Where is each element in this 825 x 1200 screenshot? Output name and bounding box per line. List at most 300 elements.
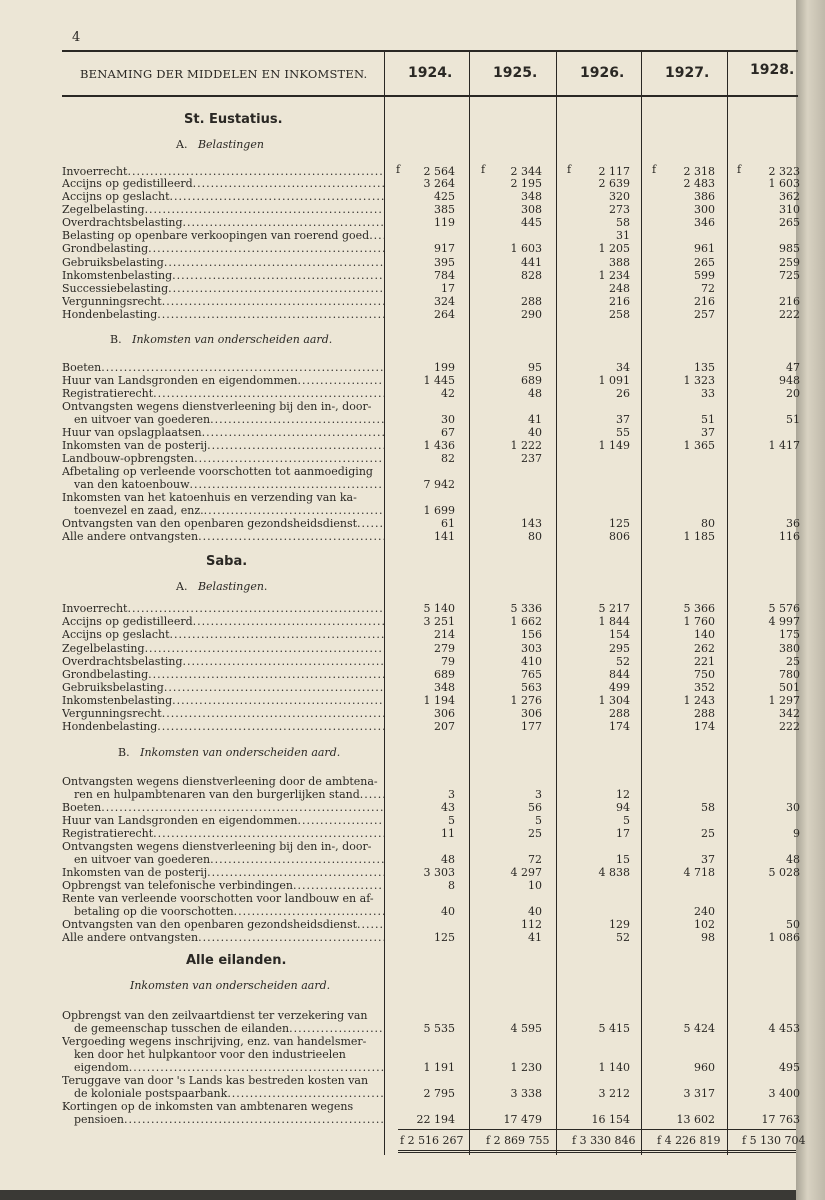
leader-dots [164,681,384,694]
row-label-text: Invoerrecht [62,165,128,178]
row-label [62,308,384,321]
cell-value: 1 365 [683,439,715,452]
row-label-text: Accijns op gedistilleerd [62,615,193,628]
cell-value: 1 445 [423,374,455,387]
year-header-1927: 1927. [665,65,710,81]
cell-value: 125 [434,931,455,944]
row-label-text: Accijns op gedistilleerd [62,177,193,190]
leader-dots [210,853,384,866]
currency-symbol: f [396,163,401,176]
leader-dots [101,801,384,814]
cell-value: 288 [521,295,542,308]
cell-value: 1 304 [598,694,630,707]
row-label-text: Afbetaling op verleende voorschotten tot aanmoediging [62,465,373,478]
cell-value: 237 [521,452,542,465]
cell-value: 52 [616,931,630,944]
row-label-text: Landbouw-opbrengsten [62,452,195,465]
cell-value: 58 [701,801,715,814]
row-label [62,879,384,892]
cell-value: 279 [434,642,455,655]
table-row [62,413,384,426]
table-row [62,1009,384,1022]
cell-value: 780 [779,668,800,681]
row-label [62,1074,384,1087]
cell-value: 17 [441,282,455,295]
cell-value: 3 303 [423,866,455,879]
cell-value: 216 [779,295,800,308]
leader-dots [162,295,384,308]
cell-value: 410 [521,655,542,668]
row-label-text: Grondbelasting [62,242,149,255]
subsection-letter: B. [118,746,130,759]
row-label-text: Ontvangsten wegens dienstverleening bij den in-, door- [62,840,372,853]
cell-value: 342 [779,707,800,720]
table-row [62,530,384,543]
table-row [62,1022,384,1035]
cell-value: 156 [521,628,542,641]
cell-value: 58 [616,216,630,229]
total-1927: f 4 226 819 [657,1134,721,1147]
row-label [62,615,384,628]
row-label-text: en uitvoer van goederen [74,413,211,426]
cell-value: 917 [434,242,455,255]
cell-value: 98 [701,931,715,944]
cell-value: 72 [701,282,715,295]
cell-value: 295 [609,642,630,655]
cell-value: 1 185 [683,530,715,543]
subsection-title: Belastingen [197,138,264,151]
row-label [62,668,384,681]
leader-dots [170,190,384,203]
cell-value: 174 [609,720,630,733]
cell-value: 501 [779,681,800,694]
row-label-text: Inkomstenbelasting [62,694,173,707]
row-label-text: Accijns op geslacht [62,628,170,641]
row-label-text: pensioen [74,1113,125,1126]
cell-value: 265 [779,216,800,229]
table-row [62,452,384,465]
cell-value: 119 [434,216,455,229]
cell-value: 288 [609,707,630,720]
row-label [62,801,384,814]
row-label-text: Ontvangsten wegens dienstverleening bij den in-, door- [62,400,372,413]
row-label-text: van den katoenbouw [74,478,190,491]
cell-value: 1 699 [423,504,455,517]
cell-value: 806 [609,530,630,543]
row-label [62,491,384,504]
cell-value: 1 234 [598,269,630,282]
subsection-letter: B. [110,333,122,346]
cell-value: 1 230 [510,1061,542,1074]
cell-value: 4 997 [768,615,800,628]
row-label [62,1061,384,1074]
leader-dots [210,413,384,426]
cell-value: 140 [694,628,715,641]
table-row [62,256,384,269]
cell-value: 257 [694,308,715,321]
row-label-text: Huur van opslagplaatsen [62,426,202,439]
cell-value: 388 [609,256,630,269]
leader-dots [207,866,384,879]
row-label [62,1048,384,1061]
row-label [62,413,384,426]
leader-dots [168,282,384,295]
cell-value: 48 [528,387,542,400]
cell-value: 425 [434,190,455,203]
table-row [62,892,384,905]
cell-value: 290 [521,308,542,321]
cell-value: 11 [441,827,455,840]
row-label [62,840,384,853]
table-row [62,400,384,413]
cell-value: 41 [528,413,542,426]
cell-value: 385 [434,203,455,216]
column-rule [641,50,642,1155]
cell-value: 5 [448,814,455,827]
cell-value: 82 [441,452,455,465]
cell-value: 1 323 [683,374,715,387]
row-label-text: Huur van Landsgronden en eigendommen [62,814,298,827]
subsection-alle [130,979,330,992]
leader-dots [357,918,384,931]
cell-value: 125 [609,517,630,530]
leader-dots [148,668,384,681]
leader-dots [298,814,384,827]
table-row [62,177,384,190]
row-label-text: en uitvoer van goederen [74,853,211,866]
cell-value: 3 264 [423,177,455,190]
column-rule [727,50,728,1155]
row-label-text: Opbrengst van den zeilvaartdienst ter verzekering van [62,1009,368,1022]
leader-dots [190,478,384,491]
cell-value: 960 [694,1061,715,1074]
row-label [62,1022,384,1035]
cell-value: 9 [793,827,800,840]
cell-value: 386 [694,190,715,203]
cell-value: 40 [441,905,455,918]
table-row [62,655,384,668]
cell-value: 3 212 [598,1087,630,1100]
table-row [62,465,384,478]
cell-value: 51 [701,413,715,426]
row-label [62,918,384,931]
row-label [62,720,384,733]
row-label-text: Alle andere ontvangsten [62,931,199,944]
row-label-text: Kortingen op de inkomsten van ambtenaren wegens [62,1100,354,1113]
leader-dots [198,931,384,944]
leader-dots [183,655,384,668]
row-label-text: Registratierecht [62,827,154,840]
year-header-1924: 1924. [408,65,453,81]
row-label-text: Inkomsten van de posterij [62,866,208,879]
leader-dots [289,1022,384,1035]
table-row [62,269,384,282]
cell-value: 240 [694,905,715,918]
cell-value: 395 [434,256,455,269]
table-row [62,1074,384,1087]
row-label [62,1009,384,1022]
cell-value: 306 [434,707,455,720]
cell-value: 3 317 [683,1087,715,1100]
cell-value: 599 [694,269,715,282]
cell-value: 288 [694,707,715,720]
cell-value: 30 [786,801,800,814]
cell-value: 72 [528,853,542,866]
cell-value: 3 251 [423,615,455,628]
row-label [62,295,384,308]
cell-value: 80 [701,517,715,530]
row-label [62,905,384,918]
cell-value: 61 [441,517,455,530]
table-row [62,931,384,944]
cell-value: 348 [434,681,455,694]
leader-dots [157,308,384,321]
row-label-text: Hondenbelasting [62,720,158,733]
cell-value: 214 [434,628,455,641]
row-label [62,229,384,242]
cell-value: 262 [694,642,715,655]
cell-value: 1 603 [510,242,542,255]
row-label-text: Ontvangsten wegens dienstverleening door de ambtena- [62,775,378,788]
cell-value: 40 [528,426,542,439]
cell-value: 174 [694,720,715,733]
cell-value: 306 [521,707,542,720]
row-label [62,931,384,944]
leader-dots [157,720,384,733]
table-row [62,615,384,628]
row-label [62,452,384,465]
cell-value: 5 535 [423,1022,455,1035]
cell-value: 116 [779,530,800,543]
table-row [62,918,384,931]
row-label [62,814,384,827]
cell-value: 961 [694,242,715,255]
cell-value: 80 [528,530,542,543]
row-label [62,242,384,255]
cell-value: 26 [616,387,630,400]
row-label [62,892,384,905]
leader-dots [357,517,384,530]
row-label-text: Vergunningsrecht [62,707,162,720]
cell-value: 222 [779,308,800,321]
table-row [62,517,384,530]
cell-value: 324 [434,295,455,308]
leader-dots [127,602,384,615]
row-label-text: betaling op die voorschotten [74,905,234,918]
cell-value: 1 205 [598,242,630,255]
table-row [62,242,384,255]
table-row [62,788,384,801]
cell-value: 563 [521,681,542,694]
leader-dots [194,452,384,465]
cell-value: 175 [779,628,800,641]
cell-value: 1 140 [598,1061,630,1074]
row-label-text: ken door het hulpkantoor voor den industrieelen [74,1048,346,1061]
row-label [62,602,384,615]
cell-value: 48 [441,853,455,866]
leader-dots [101,361,384,374]
table-row [62,229,384,242]
table-row [62,905,384,918]
cell-value: 3 [448,788,455,801]
table-row [62,853,384,866]
cell-value: 4 718 [683,866,715,879]
currency-symbol: f [652,163,657,176]
cell-value: 5 [535,814,542,827]
table-row [62,827,384,840]
table-row [62,681,384,694]
cell-value: 67 [441,426,455,439]
row-label [62,387,384,400]
cell-value: 33 [701,387,715,400]
cell-value: 222 [779,720,800,733]
leader-dots [172,269,384,282]
cell-value: 248 [609,282,630,295]
cell-value: 141 [434,530,455,543]
cell-value: 221 [694,655,715,668]
cell-value: 50 [786,918,800,931]
subsection-a-saba [176,580,267,593]
row-label-text: Ontvangsten van den openbaren gezondsheidsdienst [62,517,358,530]
cell-value: 5 415 [598,1022,630,1035]
section-title-alle-eilanden: Alle eilanden. [186,953,287,968]
cell-value: 2 344 [510,165,542,178]
table-row [62,642,384,655]
cell-value: 34 [616,361,630,374]
total-double-rule [398,1150,796,1153]
row-label [62,788,384,801]
currency-symbol: f [737,163,742,176]
cell-value: 5 028 [768,866,800,879]
header-bottom-rule [62,95,798,97]
cell-value: 17 [616,827,630,840]
column-header-benaming: BENAMING DER MIDDELEN EN INKOMSTEN. [80,67,368,81]
row-label [62,361,384,374]
table-row [62,720,384,733]
cell-value: 362 [779,190,800,203]
leader-dots [360,788,384,801]
cell-value: 273 [609,203,630,216]
page-edge [796,0,825,1200]
leader-dots [183,216,384,229]
table-row [62,308,384,321]
cell-value: 12 [616,788,630,801]
row-label-text: Alle andere ontvangsten [62,530,199,543]
cell-value: 784 [434,269,455,282]
cell-value: 689 [434,668,455,681]
total-rule [398,1129,796,1130]
subsection-title: Inkomsten van onderscheiden aard. [130,979,331,992]
cell-value: 129 [609,918,630,931]
leader-dots [227,1087,384,1100]
cell-value: 2 483 [683,177,715,190]
cell-value: 2 117 [598,165,630,178]
leader-dots [207,439,384,452]
table-row [62,775,384,788]
cell-value: 13 602 [676,1113,715,1126]
subsection-letter: A. [176,138,188,151]
cell-value: 3 400 [768,1087,800,1100]
cell-value: 499 [609,681,630,694]
subsection-a-st-eustatius [176,138,264,151]
cell-value: 985 [779,242,800,255]
table-row [62,1113,384,1126]
row-label [62,655,384,668]
leader-dots [153,387,384,400]
row-label-text: Inkomsten van het katoenhuis en verzending van ka- [62,491,357,504]
row-label [62,1035,384,1048]
row-label [62,426,384,439]
row-label-text: eigendom [74,1061,129,1074]
table-row [62,491,384,504]
row-label [62,775,384,788]
leader-dots [193,615,384,628]
row-label [62,439,384,452]
cell-value: 258 [609,308,630,321]
cell-value: 143 [521,517,542,530]
row-label-text: Zegelbelasting [62,203,145,216]
total-1925: f 2 869 755 [486,1134,550,1147]
cell-value: 17 479 [503,1113,542,1126]
leader-dots [193,177,384,190]
row-label [62,374,384,387]
cell-value: 4 595 [510,1022,542,1035]
cell-value: 4 838 [598,866,630,879]
cell-value: 207 [434,720,455,733]
row-label [62,1113,384,1126]
total-1926: f 3 330 846 [572,1134,636,1147]
cell-value: 320 [609,190,630,203]
cell-value: 750 [694,668,715,681]
cell-value: 259 [779,256,800,269]
cell-value: 1 417 [768,439,800,452]
row-label-text: Vergunningsrecht [62,295,162,308]
row-label-text: Huur van Landsgronden en eigendommen [62,374,298,387]
cell-value: 95 [528,361,542,374]
cell-value: 43 [441,801,455,814]
row-label [62,866,384,879]
column-rule [469,50,470,1155]
page-number: 4 [72,30,81,45]
leader-dots [153,827,384,840]
cell-value: 5 217 [598,602,630,615]
row-label-text: de koloniale postspaarbank [74,1087,228,1100]
cell-value: 308 [521,203,542,216]
cell-value: 441 [521,256,542,269]
table-row [62,1061,384,1074]
year-header-1928: 1928. [750,62,795,78]
row-label [62,190,384,203]
year-header-1925: 1925. [493,65,538,81]
leader-dots [298,374,384,387]
cell-value: 1 603 [768,177,800,190]
leader-dots [170,628,384,641]
table-row [62,361,384,374]
cell-value: 216 [694,295,715,308]
subsection-title: Belastingen. [197,580,268,593]
cell-value: 689 [521,374,542,387]
leader-dots [204,504,384,517]
table-row [62,1048,384,1061]
cell-value: 199 [434,361,455,374]
subsection-b-st-eustatius [110,333,332,346]
row-label [62,269,384,282]
cell-value: 1 436 [423,439,455,452]
row-label-text: Rente van verleende voorschotten voor landbouw en af- [62,892,374,905]
cell-value: 1 194 [423,694,455,707]
cell-value: 5 424 [683,1022,715,1035]
table-row [62,203,384,216]
